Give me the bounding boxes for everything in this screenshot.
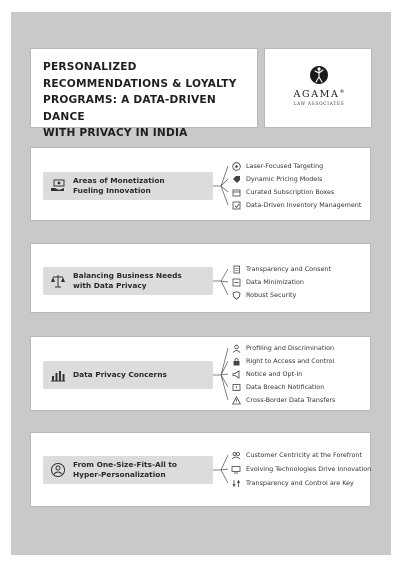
section-concerns bbox=[30, 336, 371, 411]
item-label: Cross-Border Data Transfers bbox=[246, 396, 336, 404]
item-label: Dynamic Pricing Models bbox=[246, 175, 323, 183]
section-pill bbox=[43, 267, 213, 295]
item-label: Data-Driven Inventory Management bbox=[246, 201, 362, 209]
bar-chart-icon bbox=[43, 368, 73, 382]
section-balancing bbox=[30, 243, 371, 313]
section-label-line: Fueling Innovation bbox=[73, 186, 151, 195]
section-label-line: Hyper-Personalization bbox=[73, 470, 166, 479]
balance-scale-icon bbox=[43, 274, 73, 288]
control-icon bbox=[229, 478, 243, 488]
list-item bbox=[229, 263, 331, 275]
target-icon bbox=[229, 161, 243, 171]
list-item bbox=[229, 463, 371, 475]
customer-icon bbox=[229, 450, 243, 460]
section-label-line: From One-Size-Fits-All to bbox=[73, 460, 177, 469]
logo-reg-mark: ® bbox=[339, 89, 345, 95]
section-label-line: Data Privacy Concerns bbox=[73, 370, 167, 379]
minimize-icon bbox=[229, 277, 243, 287]
list-item bbox=[229, 449, 362, 461]
section-pill bbox=[43, 172, 213, 200]
item-label: Robust Security bbox=[246, 291, 297, 299]
item-label: Profiling and Discrimination bbox=[246, 344, 335, 352]
list-item bbox=[229, 368, 302, 380]
box-icon bbox=[229, 187, 243, 197]
list-item bbox=[229, 199, 361, 211]
megaphone-icon bbox=[229, 369, 243, 379]
section-label bbox=[73, 271, 182, 291]
item-label: Customer Centricity at the Forefront bbox=[246, 451, 362, 459]
item-label: Right to Access and Control bbox=[246, 357, 335, 365]
tech-icon bbox=[229, 464, 243, 474]
title-line: RECOMMENDATIONS & LOYALTY bbox=[43, 77, 237, 90]
hand-money-icon bbox=[43, 179, 73, 193]
price-tag-icon bbox=[229, 174, 243, 184]
section-pill bbox=[43, 361, 213, 389]
logo-name-text: AGAMA bbox=[293, 89, 340, 101]
item-label: Evolving Technologies Drive Innovation bbox=[246, 465, 372, 473]
list-item bbox=[229, 160, 323, 172]
section-label-line: with Data Privacy bbox=[73, 281, 147, 290]
item-label: Data Breach Notification bbox=[246, 383, 325, 391]
list-item bbox=[229, 276, 304, 288]
section-monetization bbox=[30, 147, 371, 221]
user-circle-icon bbox=[43, 462, 73, 478]
section-personalization bbox=[30, 432, 371, 507]
logo-subtitle: LAW ASSOCIATES bbox=[293, 101, 345, 106]
list-item bbox=[229, 289, 296, 301]
list-item bbox=[229, 355, 334, 367]
section-label bbox=[73, 176, 165, 196]
logo-card bbox=[264, 48, 372, 128]
title-line: PERSONALIZED bbox=[43, 61, 137, 73]
document-icon bbox=[229, 264, 243, 274]
title-line: WITH PRIVACY IN INDIA bbox=[43, 127, 188, 139]
profile-icon bbox=[229, 343, 243, 353]
list-item bbox=[229, 342, 334, 354]
list-item bbox=[229, 394, 335, 406]
item-label: Notice and Opt-In bbox=[246, 370, 303, 378]
section-label-line: Balancing Business Needs bbox=[73, 271, 182, 280]
item-label: Laser-Focused Targeting bbox=[246, 162, 324, 170]
item-label: Curated Subscription Boxes bbox=[246, 188, 335, 196]
list-item bbox=[229, 381, 324, 393]
list-item bbox=[229, 186, 334, 198]
item-label: Transparency and Consent bbox=[246, 265, 331, 273]
title-line: PROGRAMS: A DATA-DRIVEN DANCE bbox=[43, 94, 216, 123]
lock-icon bbox=[229, 356, 243, 366]
list-item bbox=[229, 173, 322, 185]
alert-window-icon bbox=[229, 382, 243, 392]
title-card bbox=[30, 48, 258, 139]
page-title bbox=[43, 59, 245, 142]
item-label: Data Minimization bbox=[246, 278, 304, 286]
warning-icon bbox=[229, 395, 243, 405]
section-label-line: Areas of Monetization bbox=[73, 176, 165, 185]
list-item bbox=[229, 477, 354, 489]
dancer-logo-icon bbox=[309, 63, 329, 87]
section-pill bbox=[43, 456, 213, 484]
shield-icon bbox=[229, 290, 243, 300]
logo-name bbox=[265, 89, 373, 100]
section-label bbox=[73, 370, 167, 380]
section-label bbox=[73, 460, 177, 480]
inventory-icon bbox=[229, 200, 243, 210]
item-label: Transparency and Control are Key bbox=[246, 479, 354, 487]
